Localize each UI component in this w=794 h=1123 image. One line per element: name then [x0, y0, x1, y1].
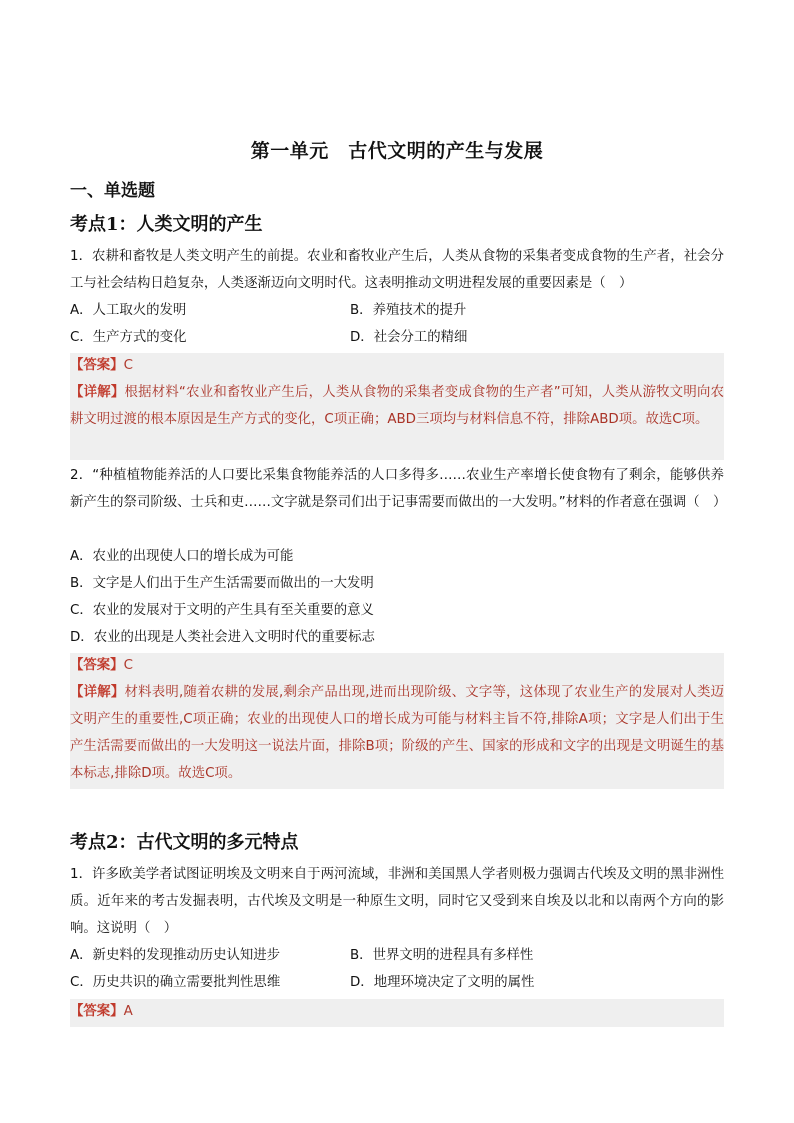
question-3-option-c: C．历史共识的确立需要批判性思维 — [70, 975, 281, 990]
question-1-option-b: B．养殖技术的提升 — [350, 303, 467, 318]
detail-tag: 【详解】 — [70, 685, 125, 700]
question-3-stem: 1．许多欧美学者试图证明埃及文明来自于两河流域，非洲和美国黑人学者则极力强调古代埃及文明的黑非洲性质。近年来的考古发掘表明，古代埃及文明是一种原生文明，同时它又受到来自埃及以北和以南两个方向的影响。这说明（ ） — [70, 867, 724, 936]
answer-value: C — [123, 358, 133, 373]
page-title: 第一单元 古代文明的产生与发展 — [250, 140, 544, 162]
question-2-option-b: B．文字是人们出于生产生活需要而做出的一大发明 — [70, 576, 374, 591]
answer-value: C — [123, 658, 133, 673]
question-1-stem: 1．农耕和畜牧是人类文明产生的前提。农业和畜牧业产生后，人类从食物的采集者变成食物的生产者，社会分工与社会结构日趋复杂，人类逐渐迈向文明时代。这表明推动文明进程发展的重要因素是（ ） — [70, 249, 724, 291]
detail-text: 材料表明,随着农耕的发展,剩余产品出现,进而出现阶级、文字等，这体现了农业生产的发展对人类迈文明产生的重要性,C项正确；农业的出现使人口的增长成为可能与材料主旨不符,排除A项；文字是人们出于生产生活需要而做出的一大发明这一说法片面，排除B项；阶级的产生、国家的形成和文字的出现是文明诞生的基本标志,排除D项。故选C项。 — [70, 685, 724, 781]
question-2-option-a: A．农业的出现使人口的增长成为可能 — [70, 549, 294, 564]
answer-tag: 【答案】 — [70, 358, 124, 373]
detail-2 — [70, 679, 724, 787]
detail-tag: 【详解】 — [70, 385, 125, 400]
topic-heading-2: 考点2：古代文明的多元特点 — [70, 832, 299, 853]
question-3-option-a: A．新史料的发现推动历史认知进步 — [70, 948, 281, 963]
answer-line-1 — [70, 352, 133, 379]
section-heading: 一、单选题 — [70, 181, 155, 201]
question-3-option-b: B．世界文明的进程具有多样性 — [350, 948, 534, 963]
answer-tag: 【答案】 — [70, 658, 124, 673]
question-2-option-c: C．农业的发展对于文明的产生具有至关重要的意义 — [70, 603, 374, 618]
answer-tag: 【答案】 — [70, 1004, 124, 1019]
answer-line-3 — [70, 998, 133, 1025]
question-1-option-c: C．生产方式的变化 — [70, 330, 187, 345]
question-3-option-d: D．地理环境决定了文明的属性 — [350, 975, 535, 990]
answer-block-3 — [70, 999, 724, 1027]
topic-heading-1: 考点1：人类文明的产生 — [70, 214, 263, 235]
question-2-stem: 2．“种植植物能养活的人口要比采集食物能养活的人口多得多……农业生产率增长使食物有了剩余，能够供养新产生的祭司阶级、士兵和吏……文字就是祭司们出于记事需要而做出的一大发明。”材料的作者意在强调（ ） — [70, 468, 727, 510]
detail-text: 根据材料“农业和畜牧业产生后，人类从食物的采集者变成食物的生产者”可知，人类从游牧文明向农耕文明过渡的根本原因是生产方式的变化，C项正确；ABD三项均与材料信息不符，排除ABD项。故选C项。 — [70, 385, 725, 427]
answer-line-2 — [70, 652, 133, 679]
question-1-option-d: D．社会分工的精细 — [350, 330, 468, 345]
question-2-option-d: D．农业的出现是人类社会进入文明时代的重要标志 — [70, 630, 375, 645]
question-1-option-a: A．人工取火的发明 — [70, 303, 187, 318]
detail-1 — [70, 379, 724, 433]
answer-value: A — [123, 1004, 133, 1019]
